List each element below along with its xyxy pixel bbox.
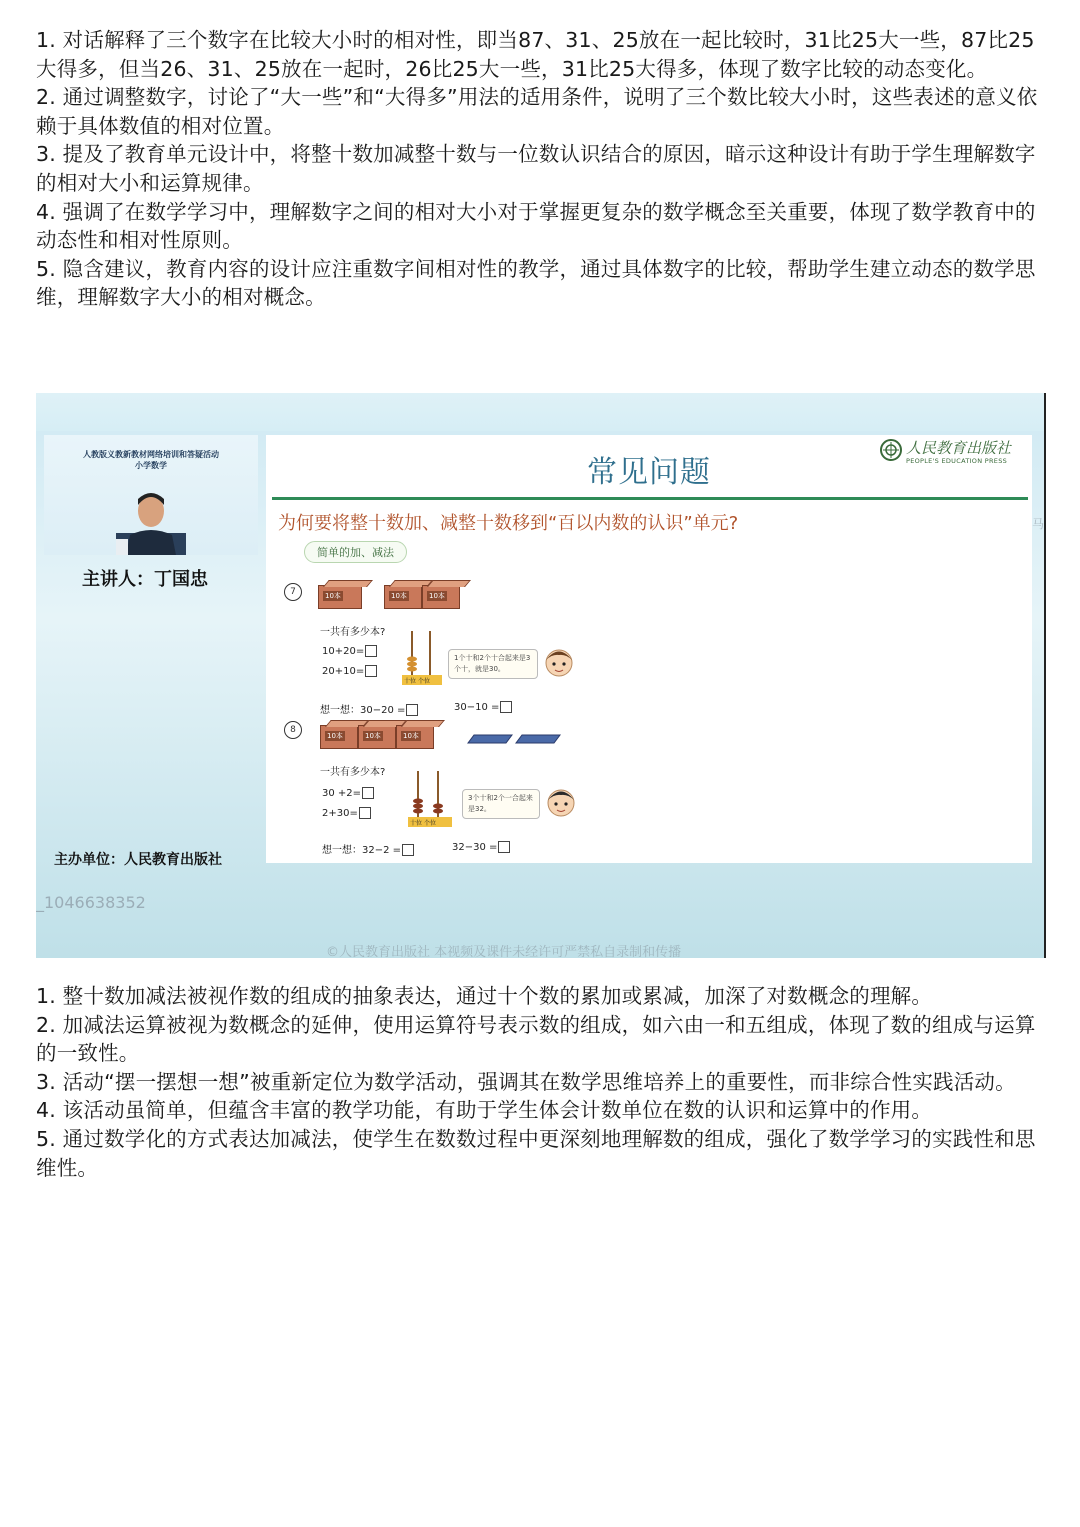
bottom-notes [36, 982, 1048, 1182]
slide-divider [272, 497, 1028, 500]
bottom-note-5: 5. 通过数学化的方式表达加减法，使学生在数数过程中更深刻地理解数的组成，强化了数学学习的实践性和思维性。 [36, 1126, 1036, 1180]
speech-bubble: 1个十和2个十合起来是3个十，就是30。 [448, 649, 538, 679]
speaker-header [44, 449, 258, 471]
bottom-note-4: 4. 该活动虽简单，但蕴含丰富的教学功能，有助于学生体会计数单位在数的认识和运算中的作用。 [36, 1098, 933, 1123]
exercise-8-think2-text: 32−30 = [452, 842, 498, 853]
book-bundle-label: 10本 [325, 592, 341, 600]
bottom-note-3: 3. 活动“摆一摆想一想”被重新定位为数学活动，强调其在数学思维培养上的重要性，而非综合性实践活动。 [36, 1069, 1016, 1094]
frame-top-band [36, 393, 1044, 431]
answer-box [500, 701, 512, 713]
exercise-8-eq2 [322, 807, 371, 819]
top-note-3: 3. 提及了教育单元设计中，将整十数加减整十数与一位数认识结合的原因，暗示这种设计有助于学生理解数字的相对大小和运算规律。 [36, 142, 1036, 195]
abacus-place-labels [410, 818, 436, 827]
exercise-8-eq2-text: 2+30= [322, 808, 358, 819]
exercise-7-prompt: 一共有多少本? [320, 627, 386, 638]
book-bundle-label: 10本 [391, 592, 407, 600]
exercise-7-eq2-text: 20+10= [322, 666, 365, 677]
book-bundle-label: 10本 [365, 732, 381, 740]
student-face-icon [544, 785, 578, 819]
book-bundle [320, 725, 358, 749]
top-notes [36, 26, 1048, 312]
book-bundle-label: 10本 [403, 732, 419, 740]
answer-box [498, 841, 510, 853]
copyright-watermark: ©人民教育出版社 本视频及课件未经许可严禁私自录制和传播 [326, 945, 682, 958]
exercise-8-eq1-text: 30 +2= [322, 788, 362, 799]
speaker-label: 主讲人：丁国忠 [82, 569, 208, 590]
exercise-8-prompt: 一共有多少本? [320, 767, 386, 778]
answer-box [365, 665, 377, 677]
edge-watermark: 马 [1032, 517, 1045, 531]
exercise-7-eq1 [322, 645, 377, 657]
speaker-panel [44, 435, 258, 555]
top-note-5: 5. 隐含建议，教育内容的设计应注重数字间相对性的教学，通过具体数字的比较，帮助学生建立动态的数学思维，理解数字大小的相对概念。 [36, 256, 1036, 310]
exercise-7-think2-text: 30−10 = [454, 702, 500, 713]
bottom-note-1: 1. 整十数加减法被视作数的组成的抽象表达，通过十个数的累加或累减，加深了对数概念的理解。 [36, 984, 933, 1008]
abacus-tens-label: 十位 [404, 678, 417, 685]
exercise-7-think2 [454, 701, 512, 713]
book-bundle [384, 585, 422, 609]
abacus-place-labels [404, 676, 430, 685]
book-bundle-label: 10本 [429, 592, 445, 600]
exercise-7-eq1-text: 10+20= [322, 646, 365, 657]
answer-box [359, 807, 371, 819]
exercise-8-think2 [452, 841, 510, 853]
abacus-ones-label: 个位 [423, 820, 436, 827]
host-label: 主办单位：人民教育出版社 [54, 852, 222, 868]
exercise-8-think-text: 想一想：32−2 = [322, 845, 402, 856]
slide-title: 常见问题 [587, 455, 711, 490]
book-bundle [318, 585, 362, 609]
speech-bubble: 3个十和2个一合起来是32。 [462, 789, 540, 819]
book-bundle-label: 10本 [327, 732, 343, 740]
bottom-note-2: 2. 加减法运算被视为数概念的延伸，使用运算符号表示数的组成，如六由一和五组成，体现了数的组成与运算的一致性。 [36, 1012, 1036, 1066]
exercise-7-think [320, 701, 418, 716]
answer-box [406, 704, 418, 716]
exercise-7-think-text: 想一想：30−20 = [320, 705, 406, 716]
lecture-screenshot [36, 393, 1046, 958]
speaker-header-title: 人教版义教新教材网络培训和答疑活动 [83, 450, 219, 459]
viewer-id-watermark: _1046638352 [36, 893, 146, 912]
section-tag: 简单的加、减法 [304, 541, 407, 563]
publisher-name-en: PEOPLE'S EDUCATION PRESS [906, 457, 1008, 465]
publisher-name-cn: 人民教育出版社 [906, 439, 1012, 457]
exercise-8-number: 8 [284, 721, 302, 739]
book-bundle [422, 585, 460, 609]
student-face-icon [542, 645, 576, 679]
answer-box [402, 844, 414, 856]
exercise-7-eq2 [322, 665, 377, 677]
slide [266, 435, 1032, 863]
book-bundle [396, 725, 434, 749]
abacus-tens-label: 十位 [410, 820, 423, 827]
book-bundle [358, 725, 396, 749]
top-note-1: 1. 对话解释了三个数字在比较大小时的相对性，即当87、31、25放在一起比较时，31比25大一些，87比25大得多，但当26、31、25放在一起时，26比25大一些，31比25大得多，体现了数字比较的动态变化。 [36, 28, 1035, 81]
slide-question: 为何要将整十数加、减整十数移到“百以内数的认识”单元? [278, 513, 739, 534]
answer-box [362, 787, 374, 799]
top-note-2: 2. 通过调整数字，讨论了“大一些”和“大得多”用法的适用条件，说明了三个数比较大小时，这些表述的意义依赖于具体数值的相对位置。 [36, 85, 1038, 138]
speaker-header-subject: 小学数学 [135, 461, 167, 470]
exercise-7-number: 7 [284, 583, 302, 601]
exercise-8-think [322, 841, 414, 856]
answer-box [365, 645, 377, 657]
single-books-icon [466, 731, 562, 747]
speaker-avatar [116, 481, 186, 555]
exercise-8-eq1 [322, 787, 374, 799]
abacus-ones-label: 个位 [417, 678, 430, 685]
top-note-4: 4. 强调了在数学学习中，理解数字之间的相对大小对于掌握更复杂的数学概念至关重要，体现了数学教育中的动态性和相对性原则。 [36, 199, 1036, 253]
